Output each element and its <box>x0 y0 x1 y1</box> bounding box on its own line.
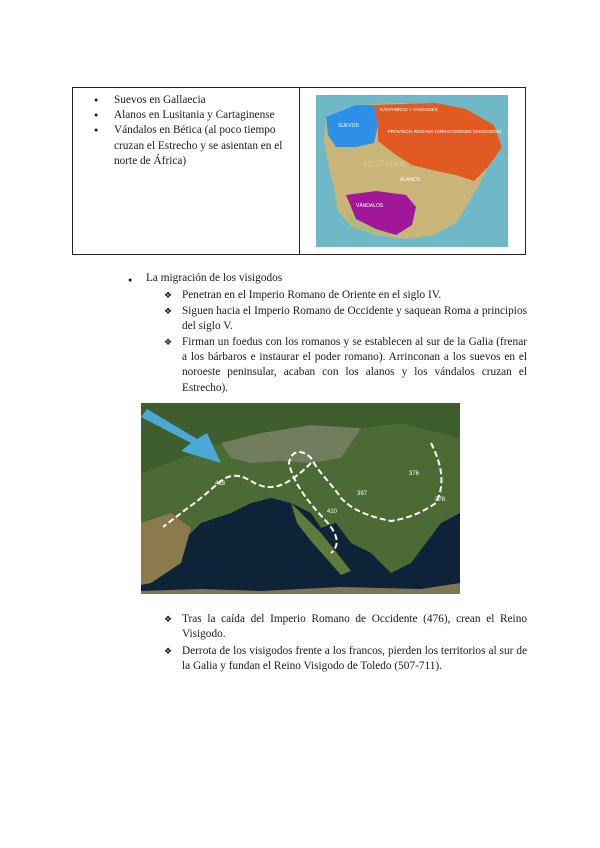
bullet: ● <box>128 276 133 284</box>
point: ❖ Tras la caída del Imperio Romano de Occidente (476), crean el Reino Visigodo. <box>164 613 527 641</box>
peoples-list <box>84 93 296 169</box>
section-title: La migración de los visigodos <box>146 272 283 284</box>
label-alanos: ALANOS <box>400 177 421 183</box>
year-397: 397 <box>357 491 368 497</box>
diamond-icon: ❖ <box>164 290 173 300</box>
diamond-icon: ❖ <box>164 337 173 347</box>
point: ❖ Siguen hacia el Imperio Romano de Occidente y saquean Roma a principios del siglo V. <box>164 305 527 333</box>
year-376: 376 <box>409 471 420 477</box>
label-hispania: HISPANIA <box>364 159 406 169</box>
label-vandalos: VÁNDALOS <box>356 203 384 209</box>
list-item: ● Suevos en Gallaecia <box>84 93 296 108</box>
label-provincia: PROVINCIA ROMANA TARRACONENSE (VISIGODOS) <box>388 129 502 134</box>
migration-map <box>141 403 460 594</box>
point: ❖ Derrota de los visigodos frente a los francos, pierden los territorios al sur de la Galia y fundan el Reino Visigodo de Toledo (507-711). <box>164 645 527 673</box>
label-cantabros: CÁNTABROS Y VASCONES <box>380 107 438 112</box>
diamond-icon: ❖ <box>164 614 173 624</box>
point: ❖ Penetran en el Imperio Romano de Oriente en el siglo IV. <box>182 288 527 303</box>
year-378: 378 <box>435 497 446 503</box>
point: ❖ Firman un foedus con los romanos y se establecen al sur de la Galia (frenar a los bárbaros e instaurar el poder romano). Arrinconan a los suevos en el noroeste peninsular, acaban con los alanos y los vándalos cruzan el Estrecho). <box>164 336 527 394</box>
label-suevos: SUEVOS <box>338 123 359 129</box>
diamond-icon: ❖ <box>164 646 173 656</box>
year-410: 410 <box>327 509 338 515</box>
hispania-map <box>316 95 508 247</box>
year-418: 418 <box>215 481 226 487</box>
list-item: ● Vándalos en Bética (al poco tiempo cruzan el Estrecho y se asientan en el norte de África) <box>84 123 304 169</box>
diamond-icon: ❖ <box>164 306 173 316</box>
list-item: ● Alanos en Lusitania y Cartaginense <box>84 108 296 123</box>
table-divider <box>299 87 300 255</box>
